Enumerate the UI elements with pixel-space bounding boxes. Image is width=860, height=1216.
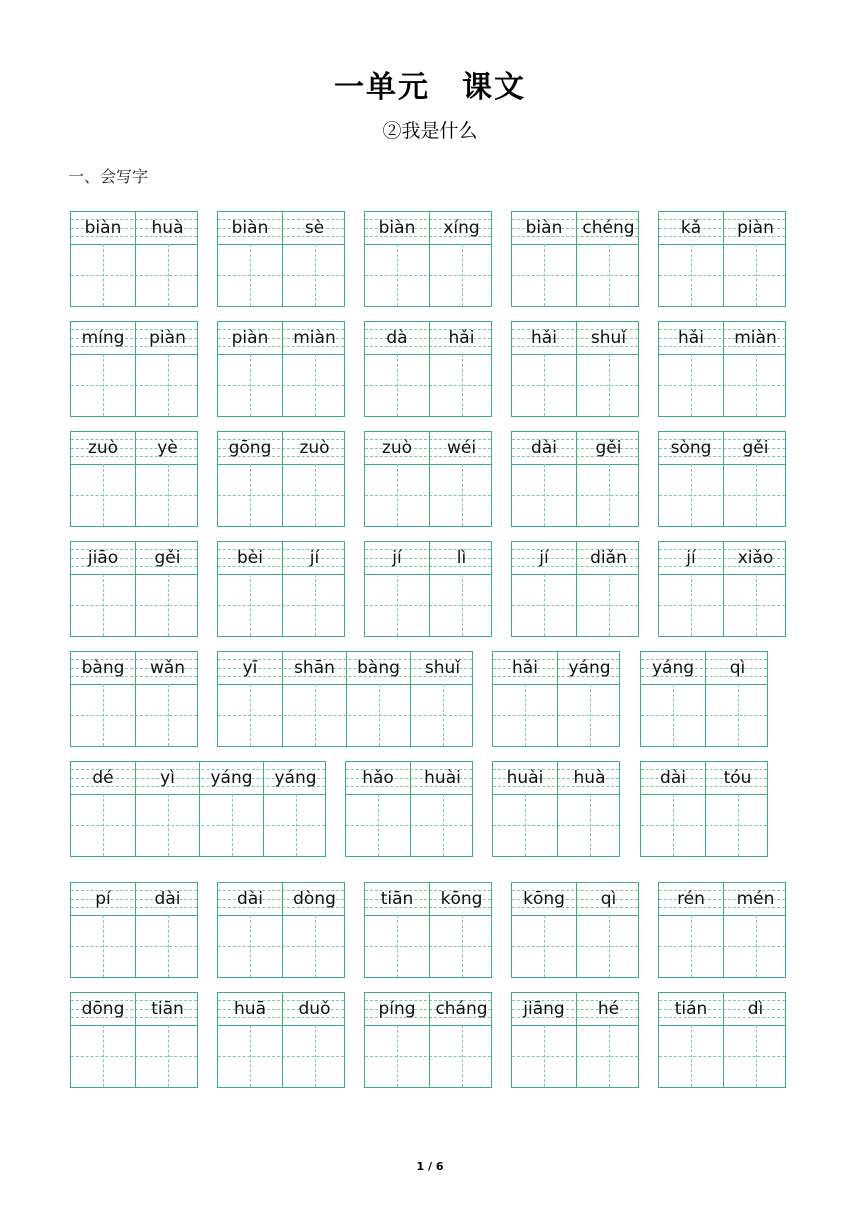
writing-cell[interactable] (218, 432, 282, 526)
word-box (658, 882, 786, 978)
pinyin-label: huà (573, 768, 606, 788)
pinyin-label: píng (378, 999, 416, 1019)
pinyin-label: dé (92, 768, 114, 788)
writing-cell[interactable] (282, 322, 346, 416)
word-box (217, 992, 345, 1088)
word-box (511, 431, 639, 527)
pinyin-label: jí (392, 548, 402, 568)
word-box (640, 761, 768, 857)
pinyin-label: lì (456, 548, 467, 568)
pinyin-label: hé (597, 999, 620, 1019)
pinyin-label: gōng (228, 438, 272, 458)
word-box (217, 211, 345, 307)
writing-cell[interactable] (705, 652, 769, 746)
writing-cell[interactable] (71, 322, 135, 416)
page-number: 1 / 6 (416, 1160, 444, 1173)
writing-cell[interactable] (576, 432, 640, 526)
page-title: 一单元 课文 (334, 70, 526, 105)
writing-cell[interactable] (365, 432, 429, 526)
pinyin-label: diǎn (590, 548, 627, 568)
writing-cell[interactable] (346, 652, 410, 746)
word-box (217, 321, 345, 417)
pinyin-label: dài (531, 438, 557, 458)
writing-cell[interactable] (282, 432, 346, 526)
pinyin-label: dì (747, 999, 764, 1019)
writing-cell[interactable] (512, 212, 576, 306)
pinyin-label: qì (729, 658, 746, 678)
pinyin-label: yáng (651, 658, 695, 678)
pinyin-label: qì (600, 889, 617, 909)
pinyin-label: biàn (231, 218, 269, 238)
writing-cell[interactable] (135, 652, 199, 746)
word-box (492, 761, 620, 857)
section-heading: 一、会写字 (68, 167, 149, 186)
writing-cell[interactable] (135, 993, 199, 1087)
pinyin-label: duǒ (298, 999, 331, 1019)
word-box (364, 882, 492, 978)
pinyin-label: tián (674, 999, 708, 1019)
word-box (70, 761, 326, 857)
writing-cell[interactable] (218, 883, 282, 977)
writing-cell[interactable] (557, 762, 621, 856)
pinyin-label: wǎn (149, 658, 186, 678)
pinyin-label: zuò (299, 438, 330, 458)
pinyin-label: dài (154, 889, 181, 909)
writing-cell[interactable] (218, 993, 282, 1087)
word-box (511, 541, 639, 637)
writing-cell[interactable] (135, 212, 199, 306)
writing-cell[interactable] (365, 322, 429, 416)
pinyin-label: gěi (595, 438, 622, 458)
pinyin-label: kǎ (680, 218, 702, 238)
word-box (70, 431, 198, 527)
pinyin-label: cháng (435, 999, 488, 1019)
writing-cell[interactable] (282, 542, 346, 636)
word-box (364, 992, 492, 1088)
writing-cell[interactable] (365, 212, 429, 306)
pinyin-label: yī (242, 658, 258, 678)
writing-cell[interactable] (512, 883, 576, 977)
writing-cell[interactable] (576, 212, 640, 306)
writing-cell[interactable] (641, 652, 705, 746)
writing-cell[interactable] (512, 432, 576, 526)
writing-cell[interactable] (429, 212, 493, 306)
word-box (511, 211, 639, 307)
pinyin-label: wéi (446, 438, 477, 458)
pinyin-label: bàng (357, 658, 400, 678)
word-box (70, 321, 198, 417)
pinyin-label: xiǎo (737, 548, 774, 568)
writing-cell[interactable] (659, 322, 723, 416)
writing-cell[interactable] (723, 212, 787, 306)
pinyin-label: zuò (381, 438, 413, 458)
pinyin-label: gěi (154, 548, 181, 568)
pinyin-label: jí (539, 548, 549, 568)
writing-cell[interactable] (429, 322, 493, 416)
pinyin-label: biàn (378, 218, 416, 238)
word-box (364, 541, 492, 637)
writing-cell[interactable] (71, 652, 135, 746)
pinyin-label: míng (81, 328, 125, 348)
writing-cell[interactable] (723, 883, 787, 977)
word-box (70, 651, 198, 747)
word-box (658, 321, 786, 417)
word-box (658, 211, 786, 307)
word-box (70, 992, 198, 1088)
pinyin-label: piàn (231, 328, 269, 348)
pinyin-label: chéng (582, 218, 635, 238)
word-box (217, 882, 345, 978)
pinyin-label: kōng (440, 889, 483, 909)
pinyin-label: jiāo (87, 548, 119, 568)
writing-cell[interactable] (576, 322, 640, 416)
pinyin-label: hǎi (678, 328, 704, 348)
lesson-subtitle: ②我是什么 (382, 120, 478, 142)
writing-cell[interactable] (641, 762, 705, 856)
writing-cell[interactable] (218, 322, 282, 416)
word-box (364, 211, 492, 307)
word-box (364, 431, 492, 527)
pinyin-label: zuò (87, 438, 119, 458)
writing-cell[interactable] (659, 883, 723, 977)
writing-cell[interactable] (365, 883, 429, 977)
pinyin-label: biàn (525, 218, 563, 238)
writing-cell[interactable] (723, 993, 787, 1087)
word-box (511, 992, 639, 1088)
pinyin-label: tiān (380, 889, 414, 909)
writing-cell[interactable] (263, 762, 327, 856)
pinyin-label: yáng (210, 768, 253, 788)
writing-cell[interactable] (659, 542, 723, 636)
writing-cell[interactable] (282, 993, 346, 1087)
writing-cell[interactable] (365, 542, 429, 636)
writing-cell[interactable] (410, 652, 474, 746)
pinyin-label: kōng (523, 889, 565, 909)
writing-cell[interactable] (576, 883, 640, 977)
writing-cell[interactable] (282, 883, 346, 977)
writing-cell[interactable] (705, 762, 769, 856)
pinyin-label: sòng (670, 438, 712, 458)
pinyin-label: miàn (734, 328, 777, 348)
pinyin-label: huài (424, 768, 461, 788)
writing-cell[interactable] (71, 993, 135, 1087)
writing-cell[interactable] (576, 993, 640, 1087)
word-box (70, 541, 198, 637)
pinyin-label: piàn (149, 328, 186, 348)
pinyin-label: huài (506, 768, 544, 788)
writing-cell[interactable] (493, 762, 557, 856)
pinyin-label: miàn (293, 328, 336, 348)
pinyin-label: hǎi (512, 658, 538, 678)
pinyin-label: rén (677, 889, 705, 909)
writing-cell[interactable] (429, 432, 493, 526)
pinyin-label: yáng (568, 658, 611, 678)
pinyin-label: jí (686, 548, 696, 568)
pinyin-label: dài (237, 889, 263, 909)
writing-cell[interactable] (71, 212, 135, 306)
writing-cell[interactable] (135, 762, 199, 856)
pinyin-label: yì (160, 768, 175, 788)
pinyin-label: huā (234, 999, 266, 1019)
pinyin-label: gěi (742, 438, 769, 458)
writing-cell[interactable] (346, 762, 410, 856)
pinyin-label: dà (386, 328, 408, 348)
writing-cell[interactable] (71, 883, 135, 977)
pinyin-label: shuǐ (424, 658, 461, 678)
pinyin-label: shān (294, 658, 335, 678)
pinyin-label: piàn (737, 218, 774, 238)
writing-cell[interactable] (199, 762, 263, 856)
writing-cell[interactable] (723, 542, 787, 636)
writing-cell[interactable] (512, 542, 576, 636)
pinyin-label: tiān (151, 999, 184, 1019)
writing-cell[interactable] (218, 652, 282, 746)
pinyin-label: hǎi (531, 328, 557, 348)
word-box (217, 541, 345, 637)
writing-cell[interactable] (218, 542, 282, 636)
writing-cell[interactable] (429, 993, 493, 1087)
writing-cell[interactable] (659, 993, 723, 1087)
word-box (511, 882, 639, 978)
pinyin-label: jí (309, 548, 320, 568)
word-box (364, 321, 492, 417)
writing-cell[interactable] (365, 993, 429, 1087)
pinyin-label: dài (660, 768, 686, 788)
writing-cell[interactable] (659, 212, 723, 306)
pinyin-label: shuǐ (590, 328, 627, 348)
word-box (492, 651, 620, 747)
pinyin-label: yáng (274, 768, 317, 788)
writing-cell[interactable] (282, 652, 346, 746)
writing-cell[interactable] (723, 322, 787, 416)
writing-cell[interactable] (135, 883, 199, 977)
word-box (70, 882, 198, 978)
word-box (511, 321, 639, 417)
writing-cell[interactable] (557, 652, 621, 746)
word-box (345, 761, 473, 857)
writing-cell[interactable] (218, 212, 282, 306)
writing-cell[interactable] (135, 542, 199, 636)
pinyin-label: pí (95, 889, 111, 909)
writing-cell[interactable] (135, 322, 199, 416)
pinyin-label: mén (736, 889, 775, 909)
pinyin-label: dòng (293, 889, 336, 909)
writing-cell[interactable] (429, 883, 493, 977)
writing-cell[interactable] (71, 762, 135, 856)
writing-cell[interactable] (410, 762, 474, 856)
pinyin-label: bàng (81, 658, 125, 678)
pinyin-label: biàn (84, 218, 122, 238)
word-box (217, 431, 345, 527)
pinyin-label: hǎo (362, 768, 394, 788)
writing-cell[interactable] (512, 993, 576, 1087)
pinyin-label: huà (151, 218, 184, 238)
pinyin-label: xíng (443, 218, 480, 238)
pinyin-label: tóu (723, 768, 752, 788)
pinyin-label: jiāng (523, 999, 565, 1019)
writing-cell[interactable] (493, 652, 557, 746)
word-box (70, 211, 198, 307)
pinyin-label: sè (304, 218, 325, 238)
word-box (217, 651, 473, 747)
writing-cell[interactable] (429, 542, 493, 636)
pinyin-label: hǎi (448, 328, 475, 348)
writing-cell[interactable] (576, 542, 640, 636)
word-box (658, 431, 786, 527)
writing-cell[interactable] (512, 322, 576, 416)
word-box (640, 651, 768, 747)
word-box (658, 992, 786, 1088)
writing-cell[interactable] (71, 432, 135, 526)
writing-cell[interactable] (282, 212, 346, 306)
pinyin-label: yè (157, 438, 178, 458)
writing-cell[interactable] (723, 432, 787, 526)
writing-cell[interactable] (71, 542, 135, 636)
pinyin-label: bèi (237, 548, 263, 568)
writing-cell[interactable] (659, 432, 723, 526)
pinyin-label: dōng (81, 999, 125, 1019)
writing-cell[interactable] (135, 432, 199, 526)
word-box (658, 541, 786, 637)
